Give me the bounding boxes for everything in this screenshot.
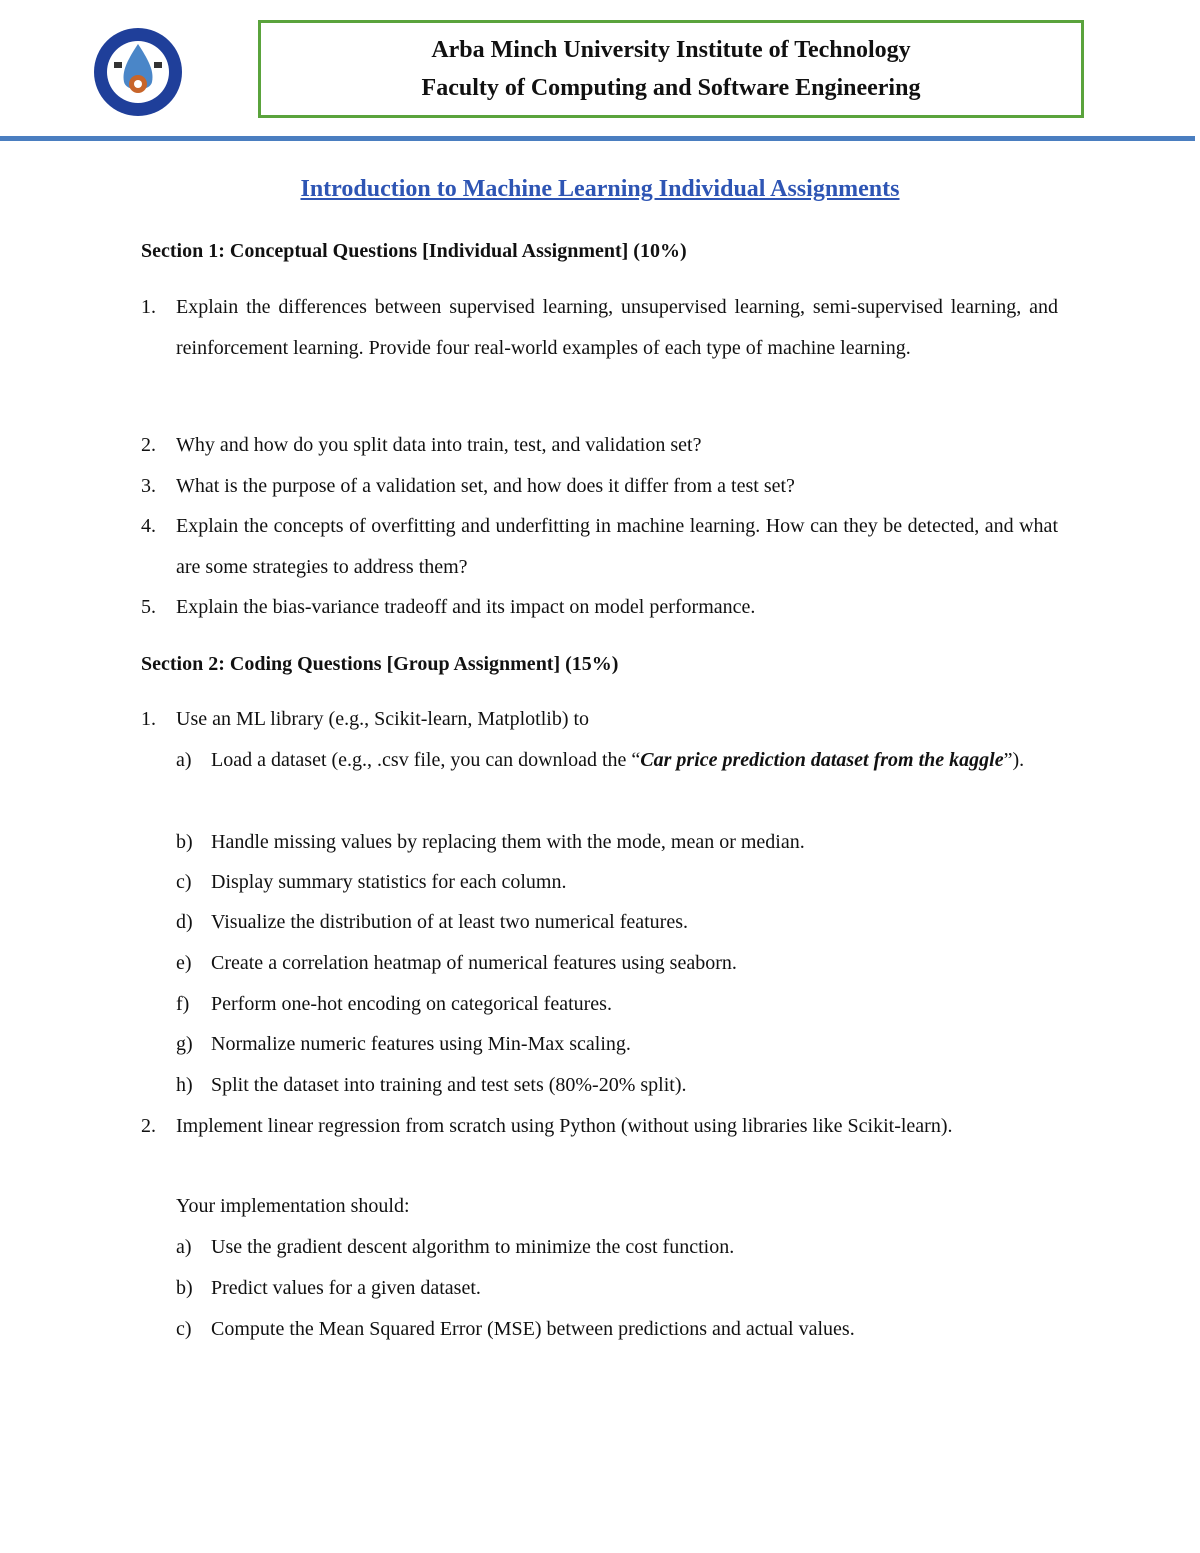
subitem-text: Use the gradient descent algorithm to minimize the cost function. (211, 1236, 735, 1258)
question-number: 3. (141, 475, 156, 497)
question-number: 1. (141, 708, 156, 730)
university-name: Arba Minch University Institute of Technology (431, 37, 911, 63)
subitem-label: e) (176, 952, 192, 974)
subitem-text-suffix: ”). (1003, 749, 1025, 771)
subitem-text-prefix: Load a dataset (e.g., .csv file, you can download the “ (211, 749, 641, 771)
document-title: Introduction to Machine Learning Individual Assignments (300, 176, 900, 202)
question-text: Explain the bias-variance tradeoff and its impact on model performance. (176, 596, 756, 618)
question-number: 1. (141, 296, 156, 318)
subitem-label: f) (176, 993, 190, 1015)
question-number: 4. (141, 515, 156, 537)
subitem-label: c) (176, 871, 192, 893)
implementation-lead: Your implementation should: (176, 1195, 410, 1217)
question-text: Use an ML library (e.g., Scikit-learn, Matplotlib) to (176, 708, 590, 730)
header-box (258, 20, 1084, 118)
subitem-text: Compute the Mean Squared Error (MSE) between predictions and actual values. (211, 1318, 855, 1340)
section-2-heading: Section 2: Coding Questions [Group Assignment] (15%) (141, 653, 619, 675)
university-seal-logo (92, 26, 184, 118)
faculty-name: Faculty of Computing and Software Engineering (421, 75, 921, 101)
header-divider (0, 136, 1195, 141)
subitem-text: Handle missing values by replacing them with the mode, mean or median. (211, 831, 805, 853)
subitem-text: Predict values for a given dataset. (211, 1277, 481, 1299)
question-text: Explain the differences between supervised learning, unsupervised learning, semi-supervised learning, and reinforcement learning. Provide four real-world examples of each type of machine learning. (176, 296, 1058, 359)
section-1-heading: Section 1: Conceptual Questions [Individual Assignment] (10%) (141, 240, 687, 262)
subitem-label: b) (176, 1277, 193, 1299)
subitem-text: Split the dataset into training and test sets (80%-20% split). (211, 1074, 687, 1096)
subitem-label: a) (176, 1236, 192, 1258)
subitem-label: a) (176, 749, 192, 771)
question-text: What is the purpose of a validation set, and how does it differ from a test set? (176, 475, 795, 497)
question-number: 2. (141, 434, 156, 456)
subitem-text: Visualize the distribution of at least two numerical features. (211, 911, 688, 933)
subitem-label: g) (176, 1033, 193, 1055)
dataset-name: Car price prediction dataset from the kaggle (640, 749, 1004, 771)
subitem-label: b) (176, 831, 193, 853)
question-text: Implement linear regression from scratch using Python (without using libraries like Scikit-learn). (176, 1115, 953, 1137)
question-number: 2. (141, 1115, 156, 1137)
subitem-text: Create a correlation heatmap of numerical features using seaborn. (211, 952, 737, 974)
subitem-text: Normalize numeric features using Min-Max scaling. (211, 1033, 631, 1055)
subitem-label: h) (176, 1074, 193, 1096)
question-text: Explain the concepts of overfitting and underfitting in machine learning. How can they be detected, and what are some strategies to address them? (176, 515, 1058, 578)
subitem-label: d) (176, 911, 193, 933)
subitem-text: Perform one-hot encoding on categorical features. (211, 993, 612, 1015)
subitem-label: c) (176, 1318, 192, 1340)
question-number: 5. (141, 596, 156, 618)
subitem-text: Display summary statistics for each column. (211, 871, 567, 893)
subitem-text (211, 740, 1058, 781)
question-text: Why and how do you split data into train, test, and validation set? (176, 434, 702, 456)
